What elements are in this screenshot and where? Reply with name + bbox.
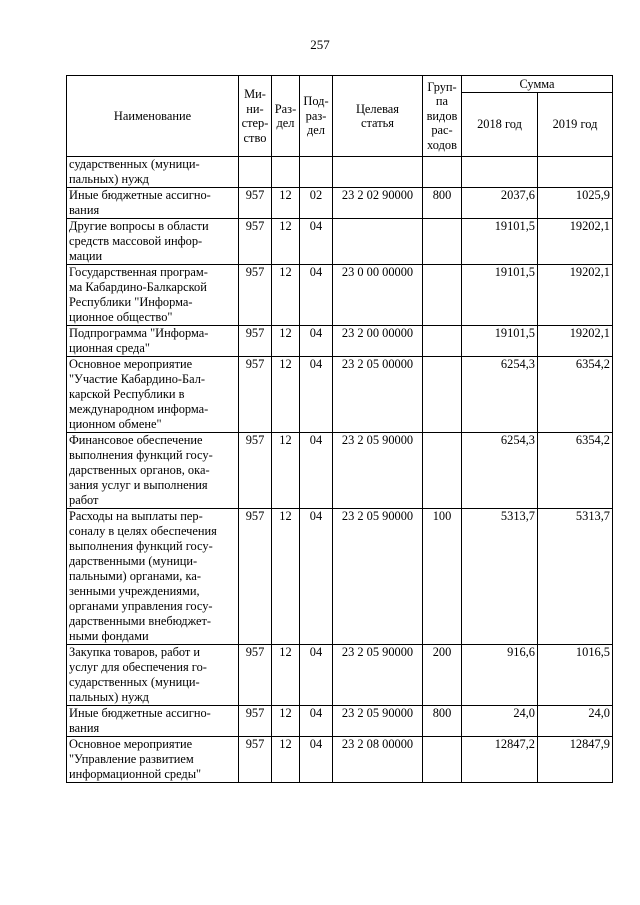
text-line: пальных) нужд: [69, 172, 149, 186]
text-line: Основное мероприятие: [69, 357, 193, 371]
text-line: Основное мероприятие: [69, 737, 193, 751]
text-line: видов: [426, 108, 458, 123]
text-line: работ: [69, 493, 99, 507]
cell-section: 12: [272, 326, 300, 357]
cell-ministry: 957: [239, 509, 272, 645]
cell-target-article: 23 2 05 90000: [333, 433, 423, 509]
text-line: Целевая: [355, 101, 400, 116]
text-line: па: [435, 94, 449, 109]
cell-target-article: 23 2 08 00000: [333, 737, 423, 783]
text-line: ционная среда": [69, 341, 150, 355]
text-line: соналу в целях обеспечения: [69, 524, 217, 538]
table-body: [67, 157, 613, 783]
cell-expense-group: 800: [423, 706, 462, 737]
text-line: ство: [243, 130, 267, 145]
table-row: [67, 265, 613, 326]
cell-ministry: 957: [239, 645, 272, 706]
cell-ministry: 957: [239, 433, 272, 509]
text-line: средств массовой инфор-: [69, 234, 203, 248]
cell-target-article: 23 0 00 00000: [333, 265, 423, 326]
table-row: [67, 357, 613, 433]
cell-sum-2019: 12847,9: [538, 737, 613, 783]
text-line: выполнения функций госу-: [69, 448, 213, 462]
cell-target-article: 23 2 05 90000: [333, 509, 423, 645]
cell-subsection: 04: [300, 737, 333, 783]
cell-name: [67, 219, 239, 265]
table-row: [67, 706, 613, 737]
header-ministry: [239, 76, 272, 157]
cell-expense-group: 100: [423, 509, 462, 645]
cell-expense-group: [423, 219, 462, 265]
text-line: дарственными внебюджет-: [69, 614, 212, 628]
cell-sum-2019: 6354,2: [538, 433, 613, 509]
cell-sum-2018: 5313,7: [462, 509, 538, 645]
text-line: Республики "Информа-: [69, 295, 193, 309]
cell-name: [67, 265, 239, 326]
cell-sum-2018: 6254,3: [462, 357, 538, 433]
cell-section: 12: [272, 188, 300, 219]
cell-section: [272, 157, 300, 188]
header-year-2019: 2019 год: [538, 93, 613, 157]
text-line: Ми-: [244, 87, 266, 101]
cell-ministry: 957: [239, 706, 272, 737]
cell-subsection: 04: [300, 326, 333, 357]
cell-target-article: 23 2 05 90000: [333, 645, 423, 706]
text-line: "Управление развитием: [69, 752, 194, 766]
cell-sum-2018: 19101,5: [462, 265, 538, 326]
cell-sum-2018: 2037,6: [462, 188, 538, 219]
cell-subsection: 04: [300, 509, 333, 645]
cell-name: [67, 706, 239, 737]
table-row: [67, 219, 613, 265]
text-line: рас-: [431, 123, 453, 138]
cell-section: 12: [272, 433, 300, 509]
cell-target-article: 23 2 05 90000: [333, 706, 423, 737]
text-line: сударственных (муници-: [69, 157, 200, 171]
cell-sum-2019: 1016,5: [538, 645, 613, 706]
cell-name: [67, 509, 239, 645]
cell-subsection: 04: [300, 706, 333, 737]
text-line: вания: [69, 721, 100, 735]
header-sum: Сумма: [462, 76, 613, 93]
text-line: Закупка товаров, работ и: [69, 645, 201, 659]
text-line: "Участие Кабардино-Бал-: [69, 372, 206, 386]
cell-sum-2018: 19101,5: [462, 219, 538, 265]
cell-section: 12: [272, 357, 300, 433]
cell-expense-group: [423, 433, 462, 509]
text-line: пальными) органами, ка-: [69, 569, 201, 583]
cell-expense-group: [423, 737, 462, 783]
header-target-article: [333, 76, 423, 157]
header-name: Наименование: [67, 76, 239, 157]
cell-sum-2018: 19101,5: [462, 326, 538, 357]
text-line: мации: [69, 249, 103, 263]
cell-section: 12: [272, 509, 300, 645]
cell-name: [67, 326, 239, 357]
cell-subsection: 04: [300, 433, 333, 509]
cell-sum-2019: [538, 157, 613, 188]
text-line: Расходы на выплаты пер-: [69, 509, 203, 523]
text-line: Иные бюджетные ассигно-: [69, 188, 211, 202]
text-line: Финансовое обеспечение: [69, 433, 203, 447]
header-year-2018: 2018 год: [462, 93, 538, 157]
text-line: пальных) нужд: [69, 690, 149, 704]
cell-sum-2018: [462, 157, 538, 188]
header-subsection: [300, 76, 333, 157]
cell-expense-group: 800: [423, 188, 462, 219]
text-line: Иные бюджетные ассигно-: [69, 706, 211, 720]
cell-sum-2018: 12847,2: [462, 737, 538, 783]
cell-expense-group: [423, 326, 462, 357]
text-line: раз-: [305, 108, 327, 123]
cell-target-article: 23 2 05 00000: [333, 357, 423, 433]
table-row: [67, 433, 613, 509]
text-line: ма Кабардино-Балкарской: [69, 280, 207, 294]
cell-name: [67, 157, 239, 188]
cell-sum-2019: 24,0: [538, 706, 613, 737]
cell-sum-2019: 19202,1: [538, 219, 613, 265]
text-line: статья: [360, 116, 394, 130]
cell-name: [67, 737, 239, 783]
cell-sum-2019: 6354,2: [538, 357, 613, 433]
text-line: Под-: [303, 94, 329, 109]
cell-subsection: 04: [300, 265, 333, 326]
text-line: Груп-: [427, 79, 457, 94]
cell-section: 12: [272, 706, 300, 737]
cell-sum-2018: 24,0: [462, 706, 538, 737]
cell-name: [67, 188, 239, 219]
text-line: ционном обмене": [69, 417, 162, 431]
cell-target-article: [333, 219, 423, 265]
cell-sum-2018: 916,6: [462, 645, 538, 706]
text-line: международном информа-: [69, 402, 209, 416]
text-line: Раз-: [274, 101, 297, 116]
table-row: [67, 509, 613, 645]
header-section: [272, 76, 300, 157]
text-line: услуг для обеспечения го-: [69, 660, 207, 674]
cell-section: 12: [272, 219, 300, 265]
text-line: Другие вопросы в области: [69, 219, 209, 233]
text-line: Государственная програм-: [69, 265, 208, 279]
cell-name: [67, 357, 239, 433]
cell-subsection: 04: [300, 357, 333, 433]
text-line: ционное общество": [69, 310, 173, 324]
cell-sum-2019: 1025,9: [538, 188, 613, 219]
cell-ministry: 957: [239, 737, 272, 783]
cell-target-article: [333, 157, 423, 188]
cell-subsection: 02: [300, 188, 333, 219]
cell-ministry: 957: [239, 188, 272, 219]
cell-subsection: [300, 157, 333, 188]
text-line: ни-: [246, 101, 264, 116]
header-expense-group: [423, 76, 462, 157]
text-line: выполнения функций госу-: [69, 539, 213, 553]
text-line: дел: [276, 116, 295, 130]
budget-table: [66, 75, 613, 783]
cell-name: [67, 645, 239, 706]
cell-subsection: 04: [300, 645, 333, 706]
table-row: [67, 645, 613, 706]
text-line: ходов: [427, 137, 457, 152]
text-line: сударственных (муници-: [69, 675, 200, 689]
cell-target-article: 23 2 00 00000: [333, 326, 423, 357]
table-row: [67, 188, 613, 219]
cell-sum-2019: 19202,1: [538, 326, 613, 357]
cell-expense-group: 200: [423, 645, 462, 706]
text-line: дел: [307, 123, 325, 138]
cell-ministry: 957: [239, 265, 272, 326]
cell-sum-2019: 19202,1: [538, 265, 613, 326]
text-line: стер-: [241, 116, 269, 130]
text-line: дарственными (муници-: [69, 554, 198, 568]
text-line: органами управления госу-: [69, 599, 213, 613]
cell-ministry: 957: [239, 219, 272, 265]
text-line: зенными учреждениями,: [69, 584, 200, 598]
cell-name: [67, 433, 239, 509]
cell-expense-group: [423, 157, 462, 188]
cell-expense-group: [423, 265, 462, 326]
cell-target-article: 23 2 02 90000: [333, 188, 423, 219]
cell-ministry: [239, 157, 272, 188]
cell-ministry: 957: [239, 357, 272, 433]
cell-section: 12: [272, 737, 300, 783]
cell-section: 12: [272, 265, 300, 326]
text-line: информационной среды": [69, 767, 202, 781]
cell-subsection: 04: [300, 219, 333, 265]
text-line: ными фондами: [69, 629, 149, 643]
cell-sum-2018: 6254,3: [462, 433, 538, 509]
cell-sum-2019: 5313,7: [538, 509, 613, 645]
text-line: Подпрограмма "Информа-: [69, 326, 209, 340]
text-line: зания услуг и выполнения: [69, 478, 208, 492]
table-row: [67, 157, 613, 188]
table-row: [67, 326, 613, 357]
cell-expense-group: [423, 357, 462, 433]
table-row: [67, 737, 613, 783]
cell-section: 12: [272, 645, 300, 706]
text-line: карской Республики в: [69, 387, 185, 401]
text-line: дарственных органов, ока-: [69, 463, 210, 477]
text-line: вания: [69, 203, 100, 217]
cell-ministry: 957: [239, 326, 272, 357]
page-number: 257: [310, 37, 330, 52]
